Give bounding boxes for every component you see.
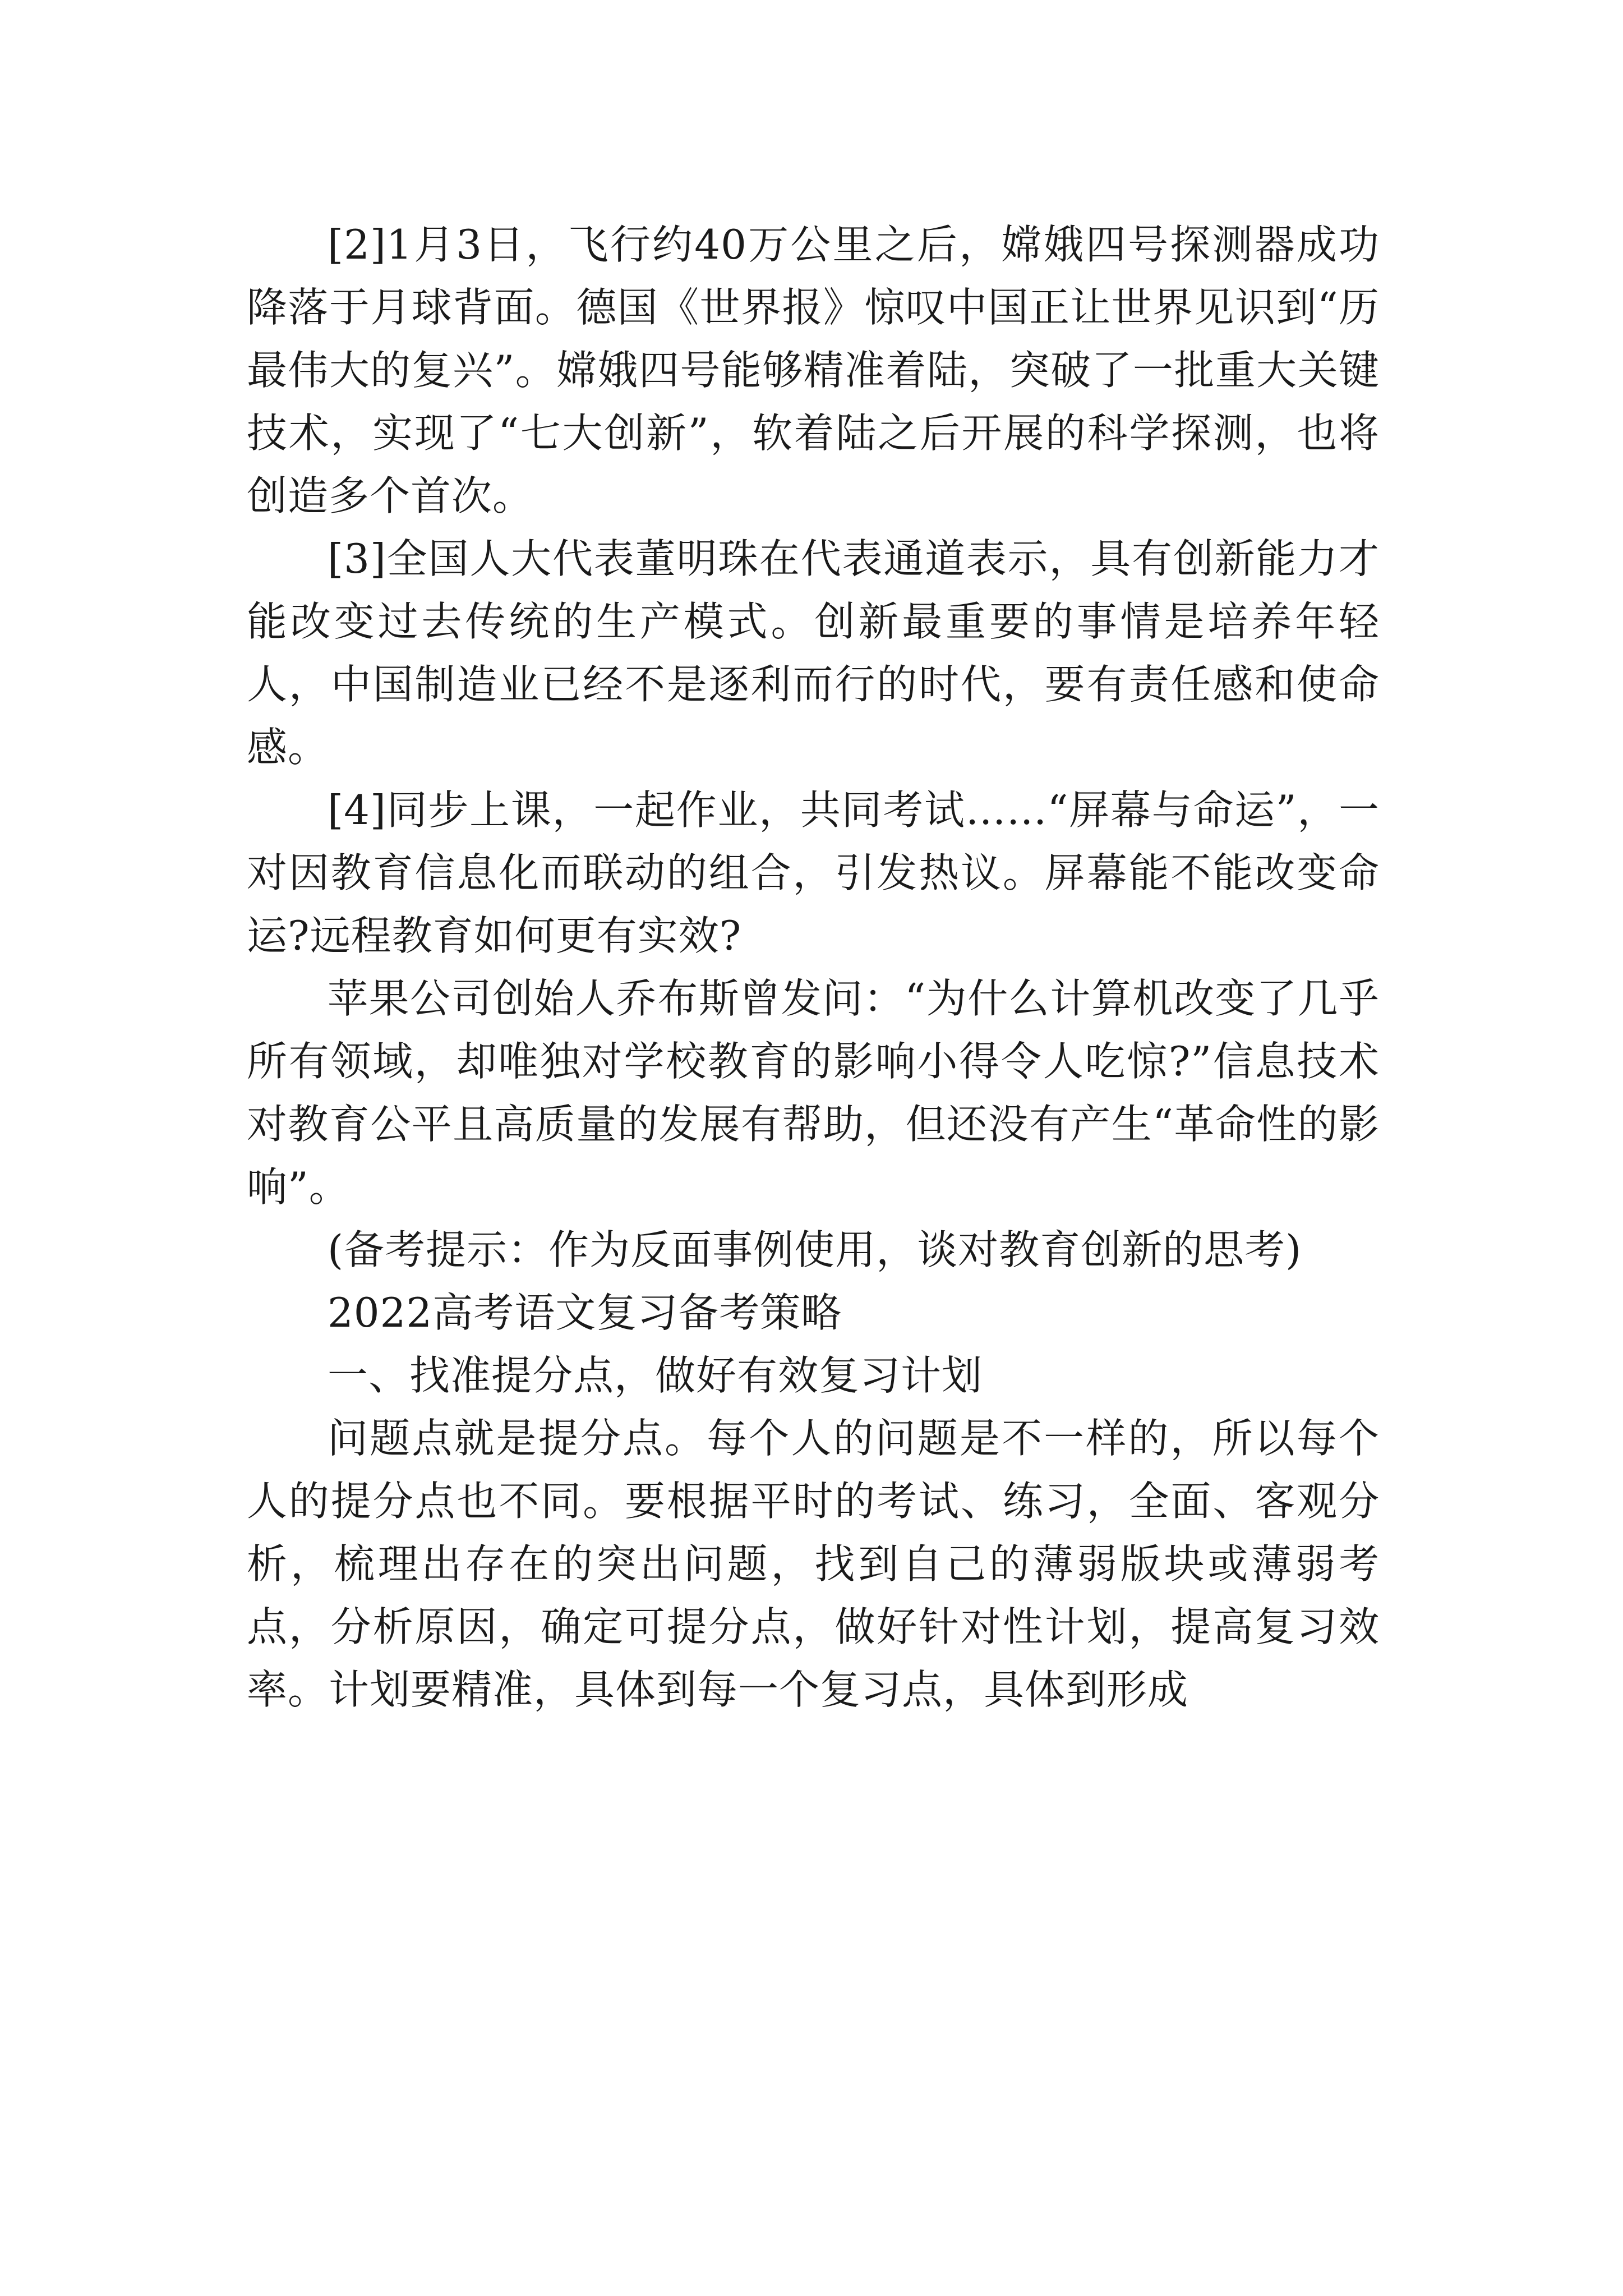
paragraph-chang-e-four: [2]1月3日，飞行约40万公里之后，嫦娥四号探测器成功降落于月球背面。德国《世界报》惊叹中国正让世界见识到“历最伟大的复兴”。嫦娥四号能够精准着陆，突破了一批重大关键技术，实现了“七大创新”，软着陆之后开展的科学探测，也将创造多个首次。 <box>247 221 1380 519</box>
document-body <box>247 213 1380 1721</box>
section-title: 2022高考语文复习备考策略 <box>328 1289 842 1336</box>
paragraph-dong-mingzhu: [3]全国人大代表董明珠在代表通道表示，具有创新能力才能改变过去传统的生产模式。创新最重要的事情是培养年轻人，中国制造业已经不是逐利而行的时代，要有责任感和使命感。 <box>247 535 1380 771</box>
paragraph-exam-tip: (备考提示：作为反面事例使用，谈对教育创新的思考) <box>328 1226 1302 1273</box>
section-heading-one: 一、找准提分点，做好有效复习计划 <box>328 1352 983 1399</box>
paragraph-screen-and-destiny: [4]同步上课，一起作业，共同考试……“屏幕与命运”，一对因教育信息化而联动的组合，引发热议。屏幕能不能改变命运?远程教育如何更有实效? <box>247 786 1380 959</box>
paragraph-improvement-points: 问题点就是提分点。每个人的问题是不一样的，所以每个人的提分点也不同。要根据平时的考试、练习，全面、客观分析，梳理出存在的突出问题，找到自己的薄弱版块或薄弱考点，分析原因，确定可提分点，做好针对性计划，提高复习效率。计划要精准，具体到每一个复习点，具体到形成 <box>247 1415 1380 1713</box>
paragraph-jobs-question: 苹果公司创始人乔布斯曾发问：“为什么计算机改变了几乎所有领域，却唯独对学校教育的影响小得令人吃惊?”信息技术对教育公平且高质量的发展有帮助，但还没有产生“革命性的影响”。 <box>247 975 1380 1211</box>
